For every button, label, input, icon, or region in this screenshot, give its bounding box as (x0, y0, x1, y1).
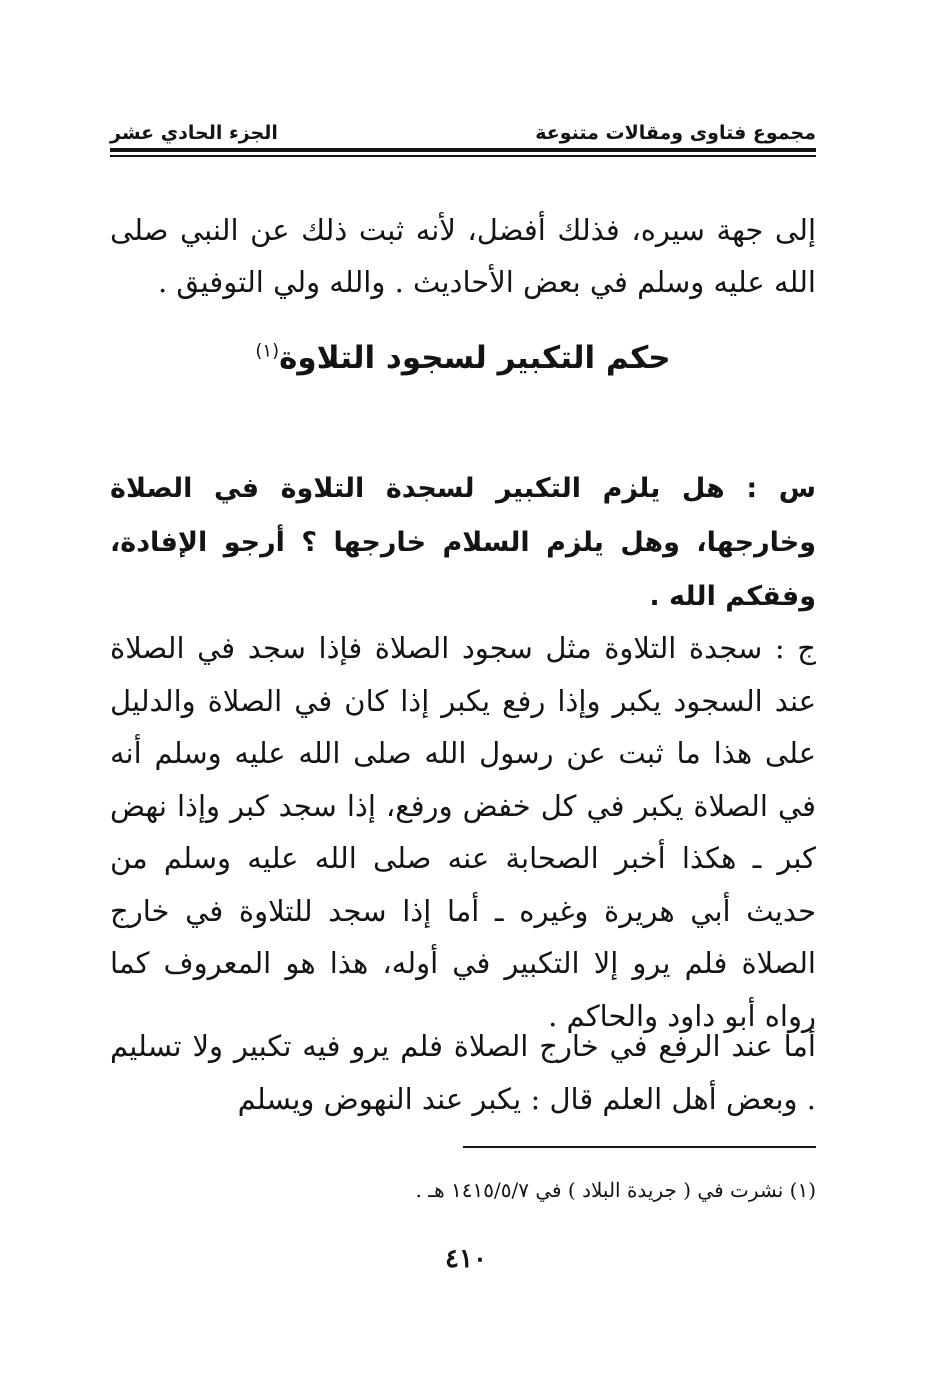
running-header (110, 112, 816, 144)
book-title: مجموع فتاوى ومقالات متنوعة (535, 122, 816, 144)
continuation-paragraph: أما عند الرفع في خارج الصلاة فلم يرو فيه تكبير ولا تسليم . وبعض أهل العلم قال : يكبر عند النهوض ويسلم (110, 1029, 816, 1116)
header-rule-thick (110, 148, 816, 152)
page-number: ٤١٠ (445, 1244, 487, 1274)
intro-paragraph: إلى جهة سيره، فذلك أفضل، لأنه ثبت ذلك عن النبي صلى الله عليه وسلم في بعض الأحاديث . والله ولي التوفيق . (110, 213, 816, 299)
answer-paragraph: ج : سجدة التلاوة مثل سجود الصلاة فإذا سجد في الصلاة عند السجود يكبر وإذا رفع يكبر إذا كان في الصلاة والدليل على هذا ما ثبت عن رسول الله صلى الله عليه وسلم أنه في الصلاة يكبر في كل خفض ورفع، إذا سجد كبر وإذا نهض كبر ـ هكذا أخبر الصحابة عنه صلى الله عليه وسلم من حديث أبي هريرة وغيره ـ أما إذا سجد للتلاوة في خارج الصلاة فلم يرو إلا التكبير في أوله، هذا هو المعروف كما رواه أبو داود والحاكم . (110, 631, 817, 1033)
section-title-text: حكم التكبير لسجود التلاوة (279, 340, 671, 376)
footnote: (١) نشرت في ( جريدة البلاد ) في ١٤١٥/٥/٧ هـ . (415, 1178, 816, 1202)
question-paragraph: س : هل يلزم التكبير لسجدة التلاوة في الصلاة وخارجها، وهل يلزم السلام خارجها ؟ أرجو الإفادة، وفقكم الله . (110, 473, 816, 612)
footnote-rule (463, 1146, 816, 1148)
section-title (110, 340, 816, 376)
footnote-marker: (١) (255, 340, 280, 362)
volume-title: الجزء الحادي عشر (110, 122, 278, 144)
header-rule-thin (110, 155, 816, 157)
